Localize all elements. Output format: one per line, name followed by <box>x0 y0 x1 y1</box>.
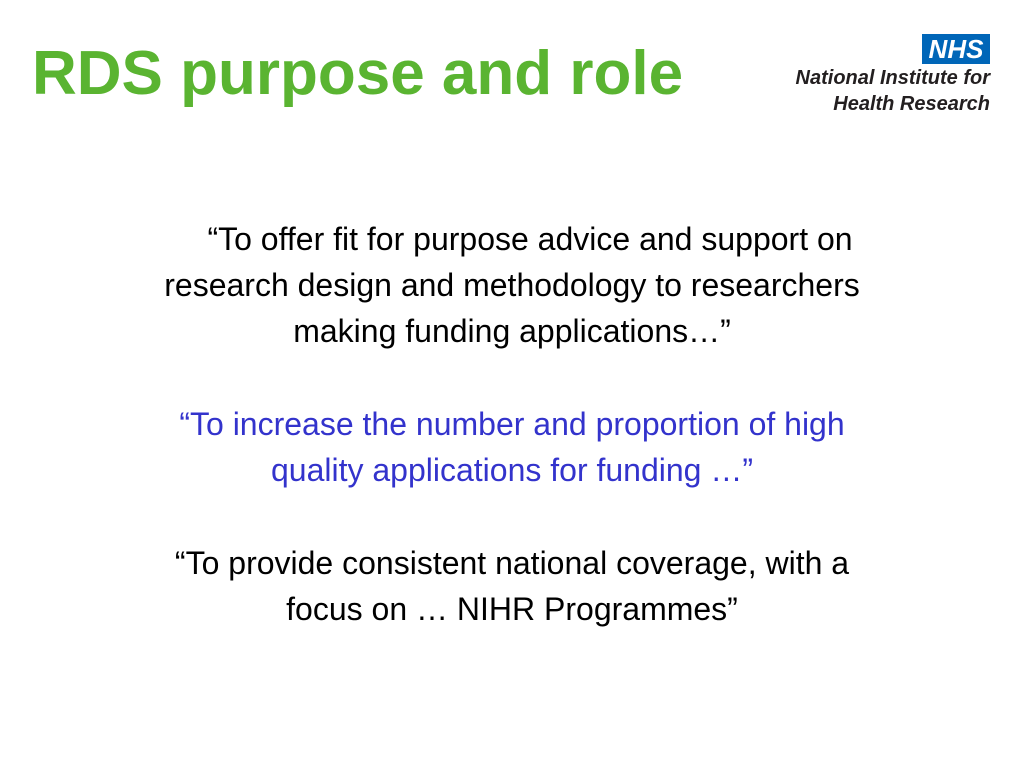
quote-3-line-1: “To provide consistent national coverage, with a <box>174 545 850 581</box>
quote-1-line-3: making funding applications…” <box>293 313 731 349</box>
quote-2-line-2: quality applications for funding …” <box>270 452 754 488</box>
quote-advice-support <box>70 216 954 354</box>
quote-1-line-2: research design and methodology to researchers <box>164 267 860 303</box>
quote-increase-applications <box>70 401 954 493</box>
logo-org-line2: Health Research <box>833 93 990 115</box>
quote-3-line-2: focus on … NIHR Programmes” <box>286 591 738 627</box>
quote-2-line-1: “To increase the number and proportion of high <box>179 406 845 442</box>
logo-org-line1: National Institute for <box>795 67 990 89</box>
nihr-logo <box>758 34 990 118</box>
slide-title: RDS purpose and role <box>32 39 684 108</box>
quote-1-line-1: “To offer fit for purpose advice and support on <box>207 221 853 257</box>
quote-national-coverage <box>70 540 954 632</box>
nhs-badge: NHS <box>922 34 990 64</box>
